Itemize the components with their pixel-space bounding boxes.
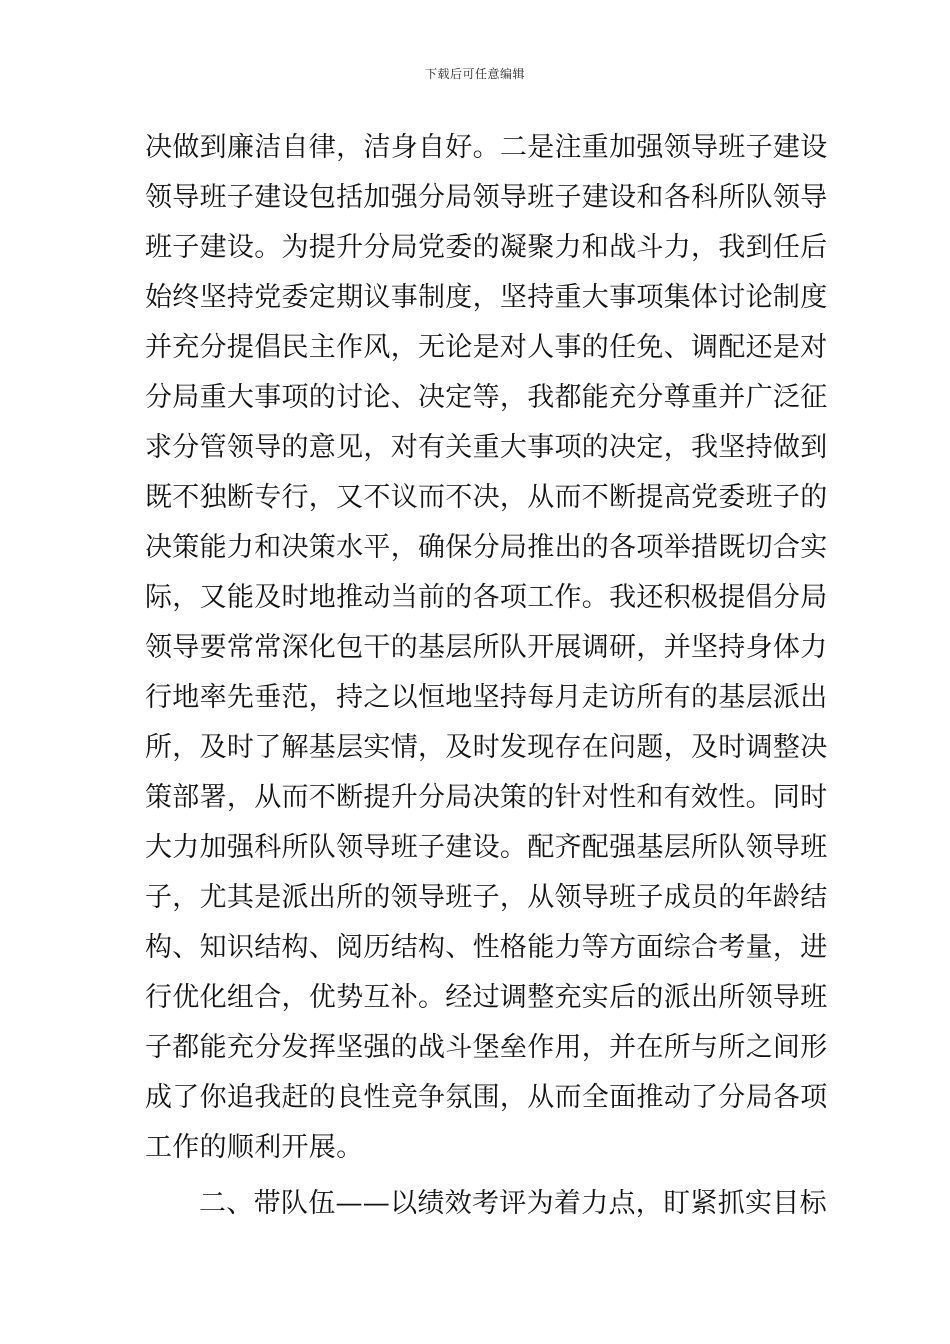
body-line: 既不独断专行，又不议而不决，从而不断提高党委班子的 [145, 482, 828, 513]
body-line: 决策能力和决策水平，确保分局推出的各项举措既切合实 [145, 532, 828, 563]
body-line: 班子建设。为提升分局党委的凝聚力和战斗力，我到任后 [145, 232, 828, 263]
page-header: 下载后可任意编辑 [424, 67, 525, 81]
body-line: 成了你追我赶的良性竞争氛围，从而全面推动了分局各项 [145, 1082, 828, 1113]
body-line: 子，尤其是派出所的领导班子，从领导班子成员的年龄结 [145, 882, 828, 913]
body-line: 子都能充分发挥坚强的战斗堡垒作用，并在所与所之间形 [145, 1032, 828, 1063]
body-line: 行地率先垂范，持之以恒地坚持每月走访所有的基层派出 [145, 682, 828, 713]
section-heading-line: 二、带队伍——以绩效考评为着力点，盯紧抓实目标 [199, 1188, 827, 1219]
body-line: 工作的顺利开展。 [145, 1132, 364, 1163]
body-line: 分局重大事项的讨论、决定等，我都能充分尊重并广泛征 [145, 382, 828, 413]
body-line: 构、知识结构、阅历结构、性格能力等方面综合考量，进 [145, 932, 828, 963]
body-line: 际，又能及时地推动当前的各项工作。我还积极提倡分局 [145, 582, 828, 613]
body-line: 大力加强科所队领导班子建设。配齐配强基层所队领导班 [145, 832, 828, 863]
body-line: 策部署，从而不断提升分局决策的针对性和有效性。同时 [145, 782, 828, 813]
body-line: 并充分提倡民主作风，无论是对人事的任免、调配还是对 [145, 332, 828, 363]
body-line: 行优化组合，优势互补。经过调整充实后的派出所领导班 [145, 982, 828, 1013]
body-line: 领导班子建设包括加强分局领导班子建设和各科所队领导 [145, 182, 828, 213]
body-line: 决做到廉洁自律，洁身自好。二是注重加强领导班子建设 [145, 132, 828, 163]
body-line: 始终坚持党委定期议事制度，坚持重大事项集体讨论制度 [145, 282, 828, 313]
body-line: 领导要常常深化包干的基层所队开展调研，并坚持身体力 [145, 632, 828, 663]
body-line: 所，及时了解基层实情，及时发现存在问题，及时调整决 [145, 732, 828, 763]
body-line: 求分管领导的意见，对有关重大事项的决定，我坚持做到 [145, 432, 828, 463]
